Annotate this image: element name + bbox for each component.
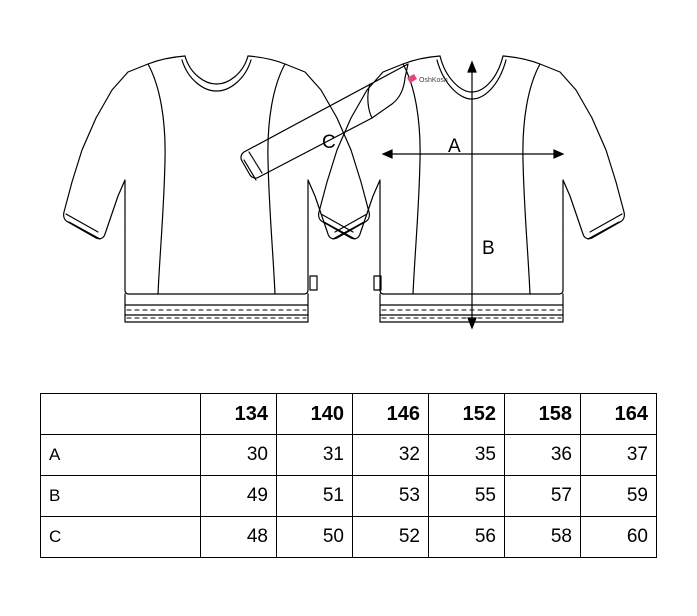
- cell-c-146: 52: [353, 517, 429, 558]
- size-header-152: 152: [429, 394, 505, 435]
- row-label-a: A: [41, 435, 201, 476]
- cell-b-152: 55: [429, 476, 505, 517]
- brand-tag: [407, 74, 448, 84]
- size-header-140: 140: [277, 394, 353, 435]
- size-chart-table: [40, 393, 657, 558]
- label-a: A: [448, 136, 461, 157]
- cell-a-140: 31: [277, 435, 353, 476]
- cell-b-164: 59: [581, 476, 657, 517]
- cell-b-134: 49: [201, 476, 277, 517]
- cell-a-134: 30: [201, 435, 277, 476]
- cell-c-134: 48: [201, 517, 277, 558]
- size-header-158: 158: [505, 394, 581, 435]
- table-header-row: [41, 394, 657, 435]
- cell-b-140: 51: [277, 476, 353, 517]
- table-row: [41, 435, 657, 476]
- table-row: [41, 476, 657, 517]
- cell-c-140: 50: [277, 517, 353, 558]
- label-b: B: [482, 238, 495, 259]
- size-header-134: 134: [201, 394, 277, 435]
- cell-a-158: 36: [505, 435, 581, 476]
- svg-text:OshKosh: OshKosh: [419, 77, 448, 84]
- folded-sleeve: [241, 64, 408, 180]
- size-header-164: 164: [581, 394, 657, 435]
- cell-c-164: 60: [581, 517, 657, 558]
- size-chart-table-wrapper: [40, 393, 657, 558]
- label-c: C: [322, 132, 336, 153]
- table-row: [41, 517, 657, 558]
- cell-a-164: 37: [581, 435, 657, 476]
- size-header-146: 146: [353, 394, 429, 435]
- cell-c-158: 58: [505, 517, 581, 558]
- back-view-shirt: [64, 56, 370, 322]
- cell-c-152: 56: [429, 517, 505, 558]
- cell-a-152: 35: [429, 435, 505, 476]
- measure-arrows: [383, 62, 563, 328]
- row-label-c: C: [41, 517, 201, 558]
- table-corner-cell: [41, 394, 201, 435]
- cell-b-146: 53: [353, 476, 429, 517]
- cell-a-146: 32: [353, 435, 429, 476]
- cell-b-158: 57: [505, 476, 581, 517]
- row-label-b: B: [41, 476, 201, 517]
